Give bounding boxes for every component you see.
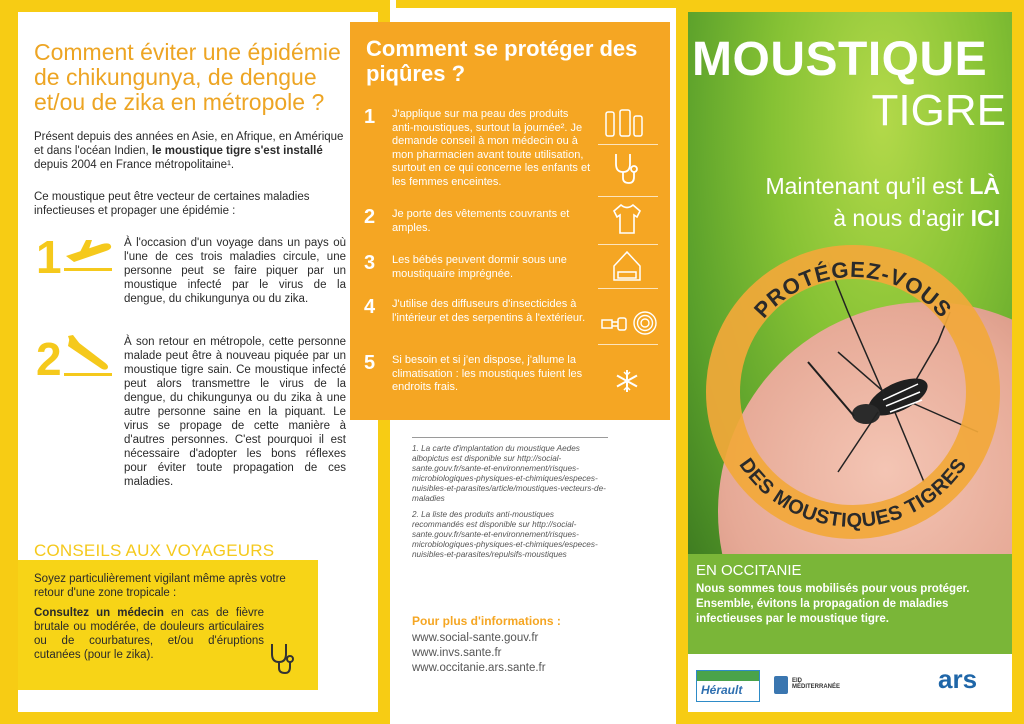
link-social-sante[interactable]: www.social-sante.gouv.fr [412, 632, 539, 644]
eid-logo [774, 676, 844, 698]
cover-subtitle [765, 170, 1000, 234]
link-ars-occitanie[interactable]: www.occitanie.ars.sante.fr [412, 662, 546, 674]
herault-logo-bar [697, 671, 759, 681]
tip-3-separator [598, 288, 658, 289]
coil-icon [632, 310, 658, 336]
tip-3-number: 3 [364, 252, 376, 274]
step-1-number: 1 [36, 231, 62, 283]
ring-bottom-text: DES MOUSTIQUES TIGRES [734, 454, 972, 533]
ring-top-text: PROTÉGEZ-VOUS [749, 256, 957, 323]
tip-2-number: 2 [364, 206, 376, 228]
footnote-1-body: est disponible sur http://social-sante.gouv.fr/sante-et-environnement/risques-microbiologiques-physiques-et-chimiques/especes-nuisibles-et-parasites/article/moustiques-vecteurs-de-maladies [412, 454, 606, 503]
tip-1-text: J'applique sur ma peau des produits anti-moustiques, surtout la journée². Je demande conseil à mon médecin ou à mon pharmacien avant toute utilisation, surtout en ce qui concerne les enfants et les femmes enceintes. [392, 108, 591, 188]
conseils-bold: Consultez un médecin [34, 607, 164, 619]
intro-part1: Présent depuis des années en Asie, en Afrique, en Amérique et dans l'océan Indien, [34, 131, 344, 157]
cover-title-moustique: MOUSTIQUE [692, 33, 988, 86]
step-2-number: 2 [36, 333, 62, 385]
left-panel [18, 12, 378, 712]
conseils-rest: en cas de fièvre brutale ou modérée, de douleurs articulaires ou de courbatures, et/ou d'éruptions cutanées (pour le zika). [34, 607, 264, 661]
subtitle-line1-bold: LÀ [969, 173, 1000, 199]
step-2-text: À son retour en métropole, cette personne malade peut être à nouveau piquée par un moustique tigre sain. Ce moustique infecté peut alors transmettre le virus de la dengue, du chikungunya ou du zika à une autre personne saine en la piquant. Le virus se propage de cette manière à d'autres personnes. C'est pourquoi il est nécessaire d'adopter les bons réflexes pour éviter toute propagation de ces maladies. [124, 336, 346, 488]
snowflake-icon [614, 368, 640, 394]
plane-departure-icon [62, 234, 116, 274]
step-1-text: À l'occasion d'un voyage dans un pays où l'une de ces trois maladies circule, une personne peut se faire piquer par un moustique infecté par le virus de la dengue, du chikungunya ou du zika. [124, 237, 346, 305]
more-info-title: Pour plus d'informations : [412, 614, 561, 628]
footnote-2 [412, 510, 608, 560]
left-panel-title: Comment éviter une épidémie de chikungunya, de dengue et/ou de zika en métropole ? [34, 39, 341, 115]
occitanie-text: Nous sommes tous mobilisés pour vous protéger. Ensemble, évitons la propagation de maladies infectieuses par le moustique tigre. [696, 583, 970, 625]
tip-2-separator [598, 244, 658, 245]
repellent-products-icon [602, 106, 650, 140]
stethoscope-icon [268, 642, 296, 676]
cover-title-tigre: TIGRE [871, 86, 1006, 135]
tip-3-text: Les bébés peuvent dormir sous une moustiquaire imprégnée. [392, 254, 567, 280]
ars-logo-text: ars [938, 664, 978, 694]
middle-top-border [396, 0, 680, 8]
tip-2-text: Je porte des vêtements couvrants et amples. [392, 208, 570, 234]
tip-4-text: J'utilise des diffuseurs d'insecticides à l'intérieur et des serpentins à l'extérieur. [392, 298, 586, 324]
footnote-2-title: 2. La liste des produits anti-moustiques recommandés [412, 510, 554, 529]
protection-title: Comment se protéger des piqûres ? [366, 36, 638, 86]
bottom-yellow-border [0, 712, 390, 724]
tip-4-number: 4 [364, 296, 376, 318]
conseils-title: CONSEILS AUX VOYAGEURS [34, 541, 275, 560]
partner-logos [688, 654, 1012, 712]
occitanie-band [688, 554, 1012, 654]
herault-logo [696, 670, 760, 702]
eid-logo-text: EID MÉDITERRANÉE [792, 678, 841, 690]
mosquito-net-icon [608, 250, 646, 284]
tip-5-text: Si besoin et si j'en dispose, j'allume la climatisation : les moustiques fuient les endroits frais. [392, 354, 583, 393]
tip-1-separator [598, 144, 658, 145]
tip-1-number: 1 [364, 106, 376, 128]
plane-arrival-icon [62, 332, 116, 378]
footnote-1 [412, 444, 608, 504]
occitanie-title: EN OCCITANIE [696, 562, 802, 579]
subtitle-line2-text: à nous d'agir [833, 205, 965, 231]
stethoscope-icon [612, 152, 640, 186]
subtitle-line2-bold: ICI [970, 205, 1000, 231]
tip-5-number: 5 [364, 352, 376, 374]
shirt-icon [610, 202, 644, 236]
eid-logo-mark [774, 676, 788, 694]
footnotes [412, 437, 608, 566]
conseils-advice [34, 606, 264, 662]
ars-logo [938, 664, 977, 695]
tip-4-separator [598, 344, 658, 345]
conseils-intro: Soyez particulièrement vigilant même après votre retour d'une zone tropicale : [34, 573, 286, 599]
tip-1b-separator [598, 196, 658, 197]
link-invs[interactable]: www.invs.sante.fr [412, 647, 502, 659]
intro-part2: depuis 2004 en France métropolitaine¹. [34, 159, 235, 171]
conseils-box [18, 560, 318, 690]
subtitle-line1-text: Maintenant qu'il est [765, 173, 963, 199]
footnote-1-title: 1. La carte d'implantation du moustique Aedes albopictus [412, 444, 580, 463]
footnote-2-body: est disponible sur http://social-sante.gouv.fr/sante-et-environnement/risques-microbiologiques-physiques-et-chimiques/especes-nuisibles-et-parasites/repulsifs-moustiques [412, 520, 598, 559]
top-yellow-border [0, 0, 390, 12]
protection-tips-box [350, 22, 670, 420]
herault-logo-text: Hérault [701, 683, 743, 697]
left-yellow-border [0, 0, 18, 724]
intro-paragraph-2: Ce moustique peut être vecteur de certaines maladies infectieuses et propager une épidémie : [34, 191, 310, 217]
intro-paragraph [34, 130, 346, 172]
cover-image [688, 12, 1012, 554]
svg-text:DES MOUSTIQUES TIGRES [735, 454, 972, 532]
intro-bold: le moustique tigre s'est installé [151, 145, 323, 157]
